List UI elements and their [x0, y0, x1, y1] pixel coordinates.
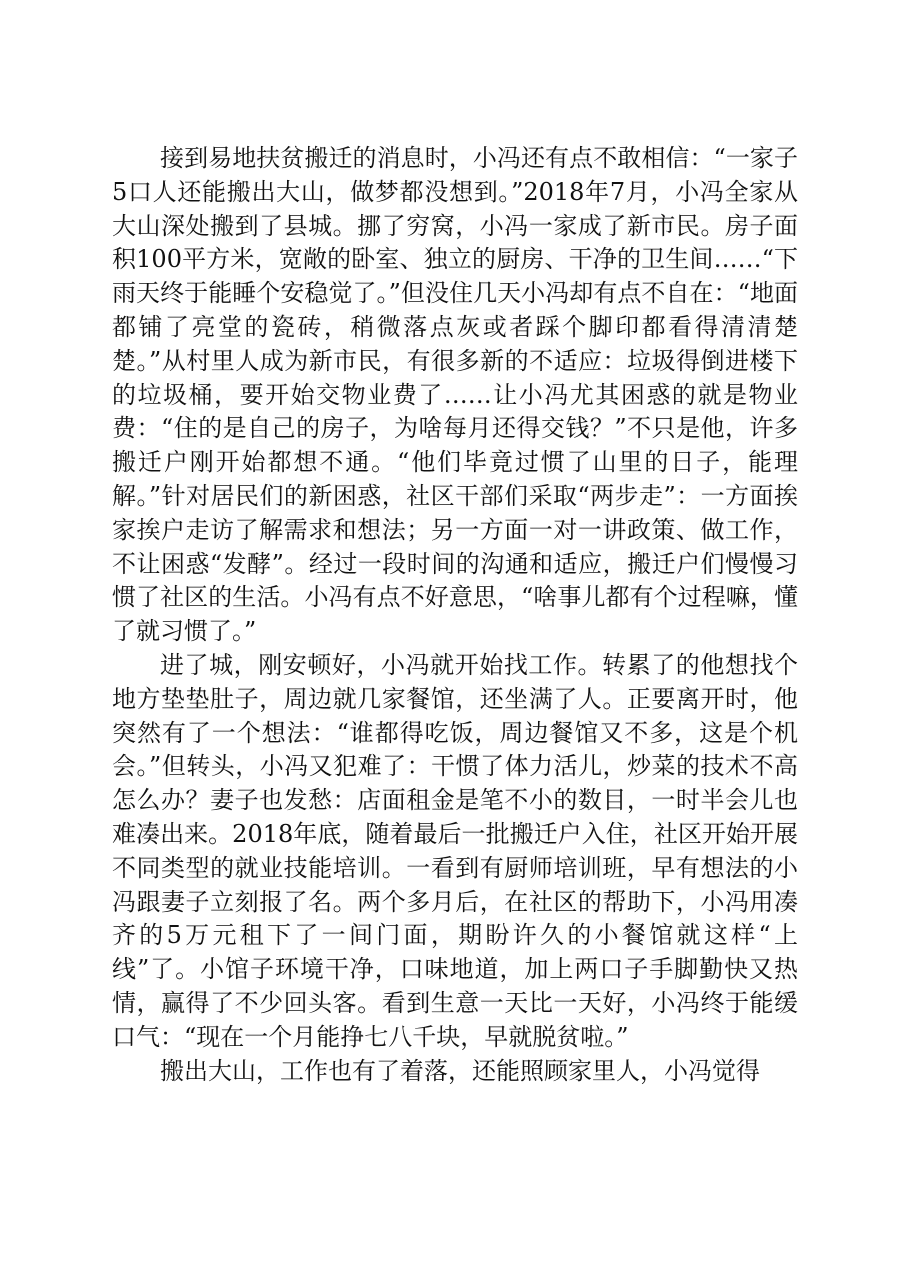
- paragraph-restaurant: 进了城，刚安顿好，小冯就开始找工作。转累了的他想找个地方垫垫肚子，周边就几家餐馆，还坐满了人。正要离开时，他突然有了一个想法：“谁都得吃饭，周边餐馆又不多，这是个机会。”但转头，小冯又犯难了：干惯了体力活儿，炒菜的技术不高怎么办？妻子也发愁：店面租金是笔不小的数目，一时半会儿也难凑出来。2018年底，随着最后一批搬迁户入住，社区开始开展不同类型的就业技能培训。一看到有厨师培训班，早有想法的小冯跟妻子立刻报了名。两个多月后，在社区的帮助下，小冯用凑齐的5万元租下了一间门面，期盼许久的小餐馆就这样“上线”了。小馆子环境干净，口味地道，加上两口子手脚勤快又热情，赢得了不少回头客。看到生意一天比一天好，小冯终于能缓口气：“现在一个月能挣七八千块，早就脱贫啦。”: [112, 650, 798, 1051]
- document-body: [112, 142, 798, 1088]
- paragraph-relocation: 接到易地扶贫搬迁的消息时，小冯还有点不敢相信：“一家子5口人还能搬出大山，做梦都没想到。”2018年7月，小冯全家从大山深处搬到了县城。挪了穷窝，小冯一家成了新市民。房子面积100平方米，宽敞的卧室、独立的厨房、干净的卫生间……“下雨天终于能睡个安稳觉了。”但没住几天小冯却有点不自在：“地面都铺了亮堂的瓷砖，稍微落点灰或者踩个脚印都看得清清楚楚。”从村里人成为新市民，有很多新的不适应：垃圾得倒进楼下的垃圾桶，要开始交物业费了……让小冯尤其困惑的就是物业费：“住的是自己的房子，为啥每月还得交钱？”不只是他，许多搬迁户刚开始都想不通。“他们毕竟过惯了山里的日子，能理解。”针对居民们的新困惑，社区干部们采取“两步走”：一方面挨家挨户走访了解需求和想法；另一方面一对一讲政策、做工作，不让困惑“发酵”。经过一段时间的沟通和适应，搬迁户们慢慢习惯了社区的生活。小冯有点不好意思，“啥事儿都有个过程嘛，懂了就习惯了。”: [112, 144, 798, 646]
- paragraph-conclusion: 搬出大山，工作也有了着落，还能照顾家里人，小冯觉得: [160, 1056, 760, 1085]
